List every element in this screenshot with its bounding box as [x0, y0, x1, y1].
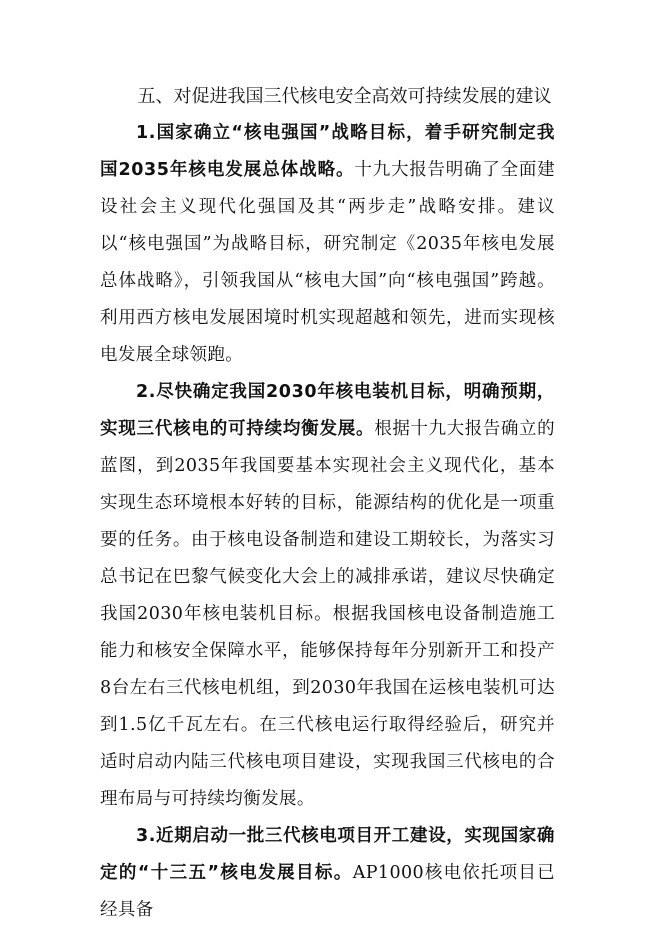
paragraph-1-lead: 1.国家确立“核电强国”战略目标，着手研究制定我国2035年核电发展总体战略。: [100, 123, 555, 180]
paragraph-1: [100, 115, 555, 374]
paragraph-2-body: 根据十九大报告确立的蓝图，到2035年我国要基本实现社会主义现代化，基本实现生态环境根本好转的目标，能源结构的优化是一项重要的任务。由于核电设备制造和建设工期较长，为落实习总书记在巴黎气候变化大会上的减排承诺，建议尽快确定我国2030年核电装机目标。根据我国核电设备制造施工能力和核安全保障水平，能够保持每年分别新开工和投产8台左右三代核电机组，到2030年我国在运核电装机可达到1.5亿千瓦左右。在三代核电运行取得经验后，研究并适时启动内陆三代核电项目建设，实现我国三代核电的合理布局与可持续均衡发展。: [100, 419, 555, 809]
section-heading: 五、对促进我国三代核电安全高效可持续发展的建议: [137, 86, 552, 107]
paragraph-3: [100, 818, 555, 929]
paragraph-2-lead: 2.尽快确定我国2030年核电装机目标，明确预期，实现三代核电的可持续均衡发展。: [100, 382, 555, 439]
paragraph-3-lead: 3.近期启动一批三代核电项目开工建设，实现国家确定的“十三五”核电发展目标。: [100, 826, 555, 883]
paragraph-2: [100, 374, 555, 818]
document-page: [100, 78, 555, 929]
paragraph-3-body: AP1000核电依托项目已经具备: [100, 863, 555, 920]
paragraph-1-body: 十九大报告明确了全面建设社会主义现代化强国及其“两步走”战略安排。建议以“核电强国”为战略目标，研究制定《2035年核电发展总体战略》，引领我国从“核电大国”向“核电强国”跨越。利用西方核电发展困境时机实现超越和领先，进而实现核电发展全球领跑。: [100, 160, 555, 365]
